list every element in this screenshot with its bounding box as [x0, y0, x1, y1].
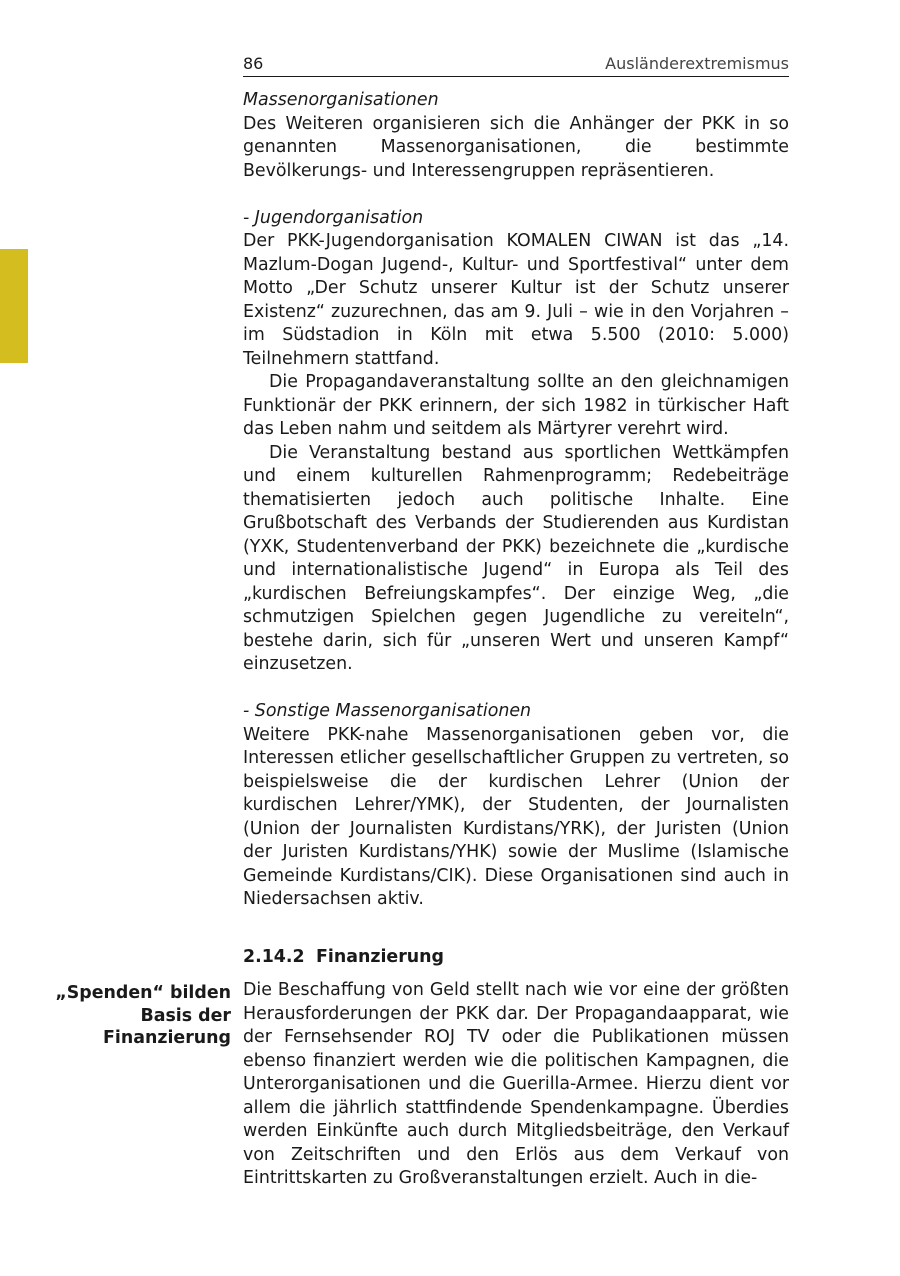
margin-note-line: Finanzierung	[102, 1028, 231, 1048]
subsection-heading	[243, 946, 789, 970]
margin-note-line: „Spenden“ bilden	[55, 983, 231, 1003]
page-header	[243, 54, 789, 77]
main-text	[243, 89, 789, 1191]
chapter-marker-tab	[0, 249, 28, 363]
section-title-other-organisations: - Sonstige Massenorganisationen	[243, 701, 532, 721]
paragraph: Weitere PKK-nahe Massenorganisationen geben vor, die Interessen etlicher gesellschaftlicher Gruppen zu vertreten, so beispielsweise die der kurdischen Lehrer (Union der kurdischen Lehrer/YMK), der Studenten, der Journalisten (Union der Journalisten Kurdistans/YRK), der Juristen (Union der Juristen Kurdistans/YHK) sowie der Muslime (Islamische Gemeinde Kurdistans/CIK). Diese Organisationen sind auch in Niedersachsen aktiv.	[243, 724, 789, 909]
paragraph: Der PKK-Jugendorganisation KOMALEN CIWAN ist das „14. Mazlum-Dogan Jugend-, Kultur- und Sportfestival“ unter dem Motto „Der Schutz unserer Kultur ist der Schutz unserer Existenz“ zuzurechnen, das am 9. Juli – wie in den Vorjahren – im Südstadion in Köln mit etwa 5.500 (2010: 5.000) Teilnehmern stattfand.	[243, 231, 789, 369]
running-title: Ausländerextremismus	[605, 54, 789, 73]
paragraph: Die Propagandaveranstaltung sollte an den gleichnamigen Funktionär der PKK erinnern, der sich 1982 in türkischer Haft das Leben nahm und seitdem als Märtyrer verehrt wird.	[243, 372, 789, 439]
section-title-youth-organisation: - Jugendorganisation	[243, 207, 424, 228]
subsection-number: 2.14.2	[243, 946, 305, 967]
section-title-mass-organisations: Massenorganisationen	[243, 90, 439, 110]
margin-note-line: Basis der	[140, 1005, 231, 1026]
page-number: 86	[243, 54, 264, 73]
paragraph: Des Weiteren organisieren sich die Anhänger der PKK in so genannten Massenorganisationen, die bestimmte Bevölkerungs- und Interessengruppen repräsentieren.	[243, 113, 789, 181]
paragraph: Die Beschaffung von Geld stellt nach wie vor eine der größten Herausforderungen der PKK dar. Der Propagandaapparat, wie der Fernsehsender ROJ TV oder die Publikationen müssen ebenso finanziert werden wie die politischen Kampagnen, die Unterorganisationen und die Guerilla-Armee. Hierzu dient vor allem die jährlich stattfindende Spendenkampagne. Überdies werden Einkünfte auch durch Mitgliedsbeiträge, den Verkauf von Zeitschriften und den Erlös aus dem Verkauf von Eintrittskarten zu Großveranstaltungen erzielt. Auch in die-	[243, 980, 789, 1188]
subsection-title: Finanzierung	[316, 946, 445, 967]
paragraph: Die Veranstaltung bestand aus sportlichen Wettkämpfen und einem kulturellen Rahmenprogramm; Redebeiträge thematisierten jedoch auch politische Inhalte. Eine Grußbotschaft des Verbands der Studierenden aus Kurdistan (YXK, Studentenverband der PKK) bezeichnete die „kurdische und internationalistische Jugend“ in Europa als Teil des „kurdischen Befreiungskampfes“. Der einzige Weg, „die schmutzigen Spielchen gegen Jugendliche zu vereiteln“, bestehe darin, sich für „unseren Wert und unseren Kampf“ einzusetzen.	[243, 442, 789, 674]
margin-note	[31, 982, 231, 1050]
